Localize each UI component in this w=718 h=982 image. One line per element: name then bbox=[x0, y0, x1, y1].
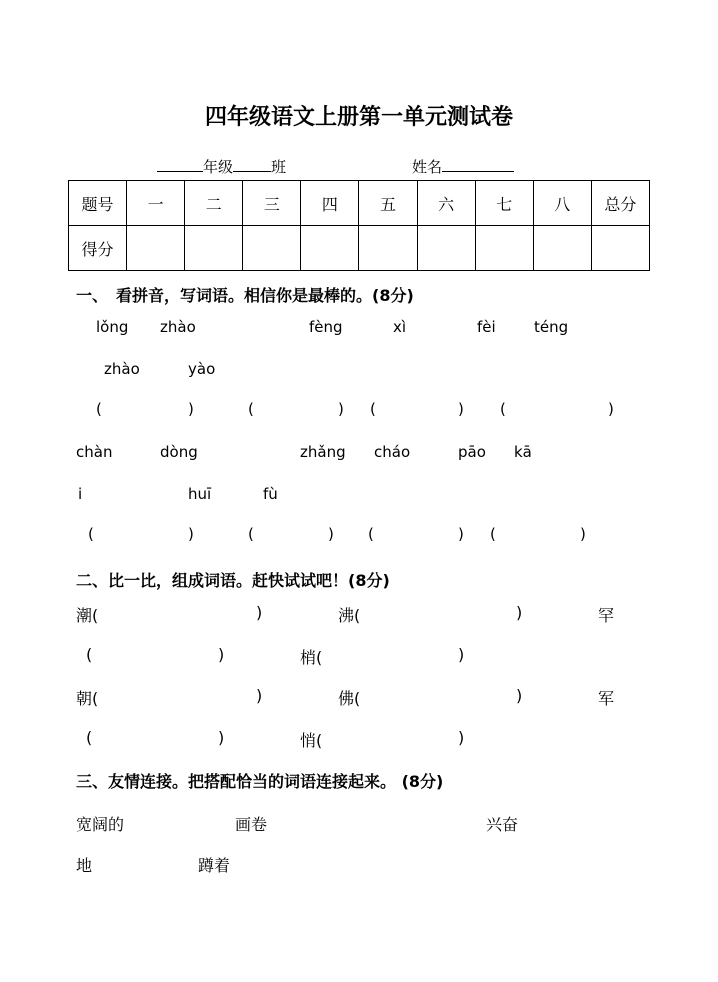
char: 潮 bbox=[76, 606, 93, 625]
answer-paren-close: ) bbox=[458, 728, 465, 747]
answer-paren-close: ) bbox=[218, 645, 225, 664]
table-header-cell: 六 bbox=[417, 181, 475, 226]
char: 悄 bbox=[300, 731, 317, 750]
match-word: 画卷 bbox=[235, 815, 268, 834]
answer-paren-close: ) bbox=[328, 525, 334, 543]
pinyin: chàn bbox=[76, 443, 113, 461]
answer-paren-open: ( bbox=[368, 525, 374, 543]
compare-char: 沸( bbox=[338, 606, 361, 625]
answer-paren-close: ) bbox=[458, 400, 464, 418]
section-3-heading: 三、友情连接。把搭配恰当的词语连接起来。 (8分) bbox=[76, 772, 444, 791]
score-cell[interactable] bbox=[591, 226, 649, 271]
pinyin: fèi bbox=[477, 318, 496, 336]
grade-blank[interactable] bbox=[157, 158, 203, 172]
name-line bbox=[412, 156, 514, 177]
pinyin: zhào bbox=[160, 318, 196, 336]
pinyin: xì bbox=[393, 318, 407, 336]
score-label-cell: 得分 bbox=[69, 226, 127, 271]
answer-paren-close: ) bbox=[338, 400, 344, 418]
table-header-cell: 八 bbox=[533, 181, 591, 226]
section-2-heading: 二、比一比，组成词语。赶快试试吧！(8分) bbox=[76, 571, 390, 590]
score-cell[interactable] bbox=[475, 226, 533, 271]
match-word: 蹲着 bbox=[198, 856, 231, 875]
answer-paren-open: ( bbox=[490, 525, 496, 543]
grade-class-line bbox=[157, 156, 286, 177]
pinyin: fèng bbox=[309, 318, 343, 336]
question-number-row bbox=[69, 181, 650, 226]
pinyin: yào bbox=[188, 360, 216, 378]
char: 朝 bbox=[76, 689, 93, 708]
answer-paren-close: ) bbox=[516, 686, 523, 705]
class-blank[interactable] bbox=[233, 158, 271, 172]
char: 沸 bbox=[338, 606, 355, 625]
compare-char: 朝( bbox=[76, 689, 99, 708]
pinyin: zhào bbox=[104, 360, 140, 378]
score-row bbox=[69, 226, 650, 271]
match-word: 地 bbox=[76, 856, 93, 875]
match-word: 宽阔的 bbox=[76, 815, 125, 834]
table-header-cell: 题号 bbox=[69, 181, 127, 226]
answer-paren-close: ) bbox=[256, 603, 263, 622]
answer-paren-close: ) bbox=[580, 525, 586, 543]
score-cell[interactable] bbox=[301, 226, 359, 271]
table-header-cell: 七 bbox=[475, 181, 533, 226]
char: 军 bbox=[598, 689, 615, 708]
score-cell[interactable] bbox=[533, 226, 591, 271]
compare-char: 佛( bbox=[338, 689, 361, 708]
answer-paren-close: ) bbox=[256, 686, 263, 705]
score-cell[interactable] bbox=[417, 226, 475, 271]
name-blank[interactable] bbox=[442, 158, 514, 172]
answer-paren-close: ) bbox=[458, 525, 464, 543]
compare-char: 梢( bbox=[300, 648, 323, 667]
answer-paren-open: ( bbox=[248, 400, 254, 418]
section-1-heading: 一、 看拼音，写词语。相信你是最棒的。(8分) bbox=[76, 286, 414, 305]
score-cell[interactable] bbox=[185, 226, 243, 271]
answer-paren-open: ( bbox=[86, 728, 93, 747]
answer-paren-close: ) bbox=[458, 645, 465, 664]
pinyin: cháo bbox=[374, 443, 411, 461]
table-header-cell: 四 bbox=[301, 181, 359, 226]
compare-char: 悄( bbox=[300, 731, 323, 750]
match-word: 兴奋 bbox=[486, 815, 519, 834]
answer-paren-close: ) bbox=[188, 525, 194, 543]
pinyin: dòng bbox=[160, 443, 198, 461]
answer-paren-open: ( bbox=[370, 400, 376, 418]
table-header-cell: 三 bbox=[243, 181, 301, 226]
answer-paren-close: ) bbox=[188, 400, 194, 418]
name-label: 姓名 bbox=[412, 158, 443, 176]
answer-paren-open: ( bbox=[86, 645, 93, 664]
pinyin: kā bbox=[514, 443, 532, 461]
table-header-cell: 一 bbox=[127, 181, 185, 226]
char: 佛 bbox=[338, 689, 355, 708]
score-cell[interactable] bbox=[243, 226, 301, 271]
score-cell[interactable] bbox=[359, 226, 417, 271]
answer-paren-open: ( bbox=[500, 400, 506, 418]
answer-paren-open: ( bbox=[88, 525, 94, 543]
pinyin: téng bbox=[534, 318, 569, 336]
pinyin: fù bbox=[263, 485, 278, 503]
score-table bbox=[68, 180, 650, 271]
table-header-cell: 五 bbox=[359, 181, 417, 226]
table-header-cell: 二 bbox=[185, 181, 243, 226]
answer-paren-close: ) bbox=[516, 603, 523, 622]
pinyin: lǒng bbox=[96, 318, 129, 336]
compare-char: 潮( bbox=[76, 606, 99, 625]
class-label: 班 bbox=[271, 158, 287, 176]
answer-paren-open: ( bbox=[96, 400, 102, 418]
answer-paren-open: ( bbox=[248, 525, 254, 543]
answer-paren-close: ) bbox=[218, 728, 225, 747]
pinyin: pāo bbox=[458, 443, 486, 461]
char: 梢 bbox=[300, 648, 317, 667]
score-cell[interactable] bbox=[127, 226, 185, 271]
grade-label: 年级 bbox=[203, 158, 234, 176]
answer-paren-close: ) bbox=[608, 400, 614, 418]
pinyin: i bbox=[78, 485, 83, 503]
table-header-cell: 总分 bbox=[591, 181, 649, 226]
pinyin: huī bbox=[188, 485, 212, 503]
pinyin: zhǎng bbox=[300, 443, 346, 461]
char: 罕 bbox=[598, 606, 615, 625]
page-title: 四年级语文上册第一单元测试卷 bbox=[204, 104, 513, 130]
